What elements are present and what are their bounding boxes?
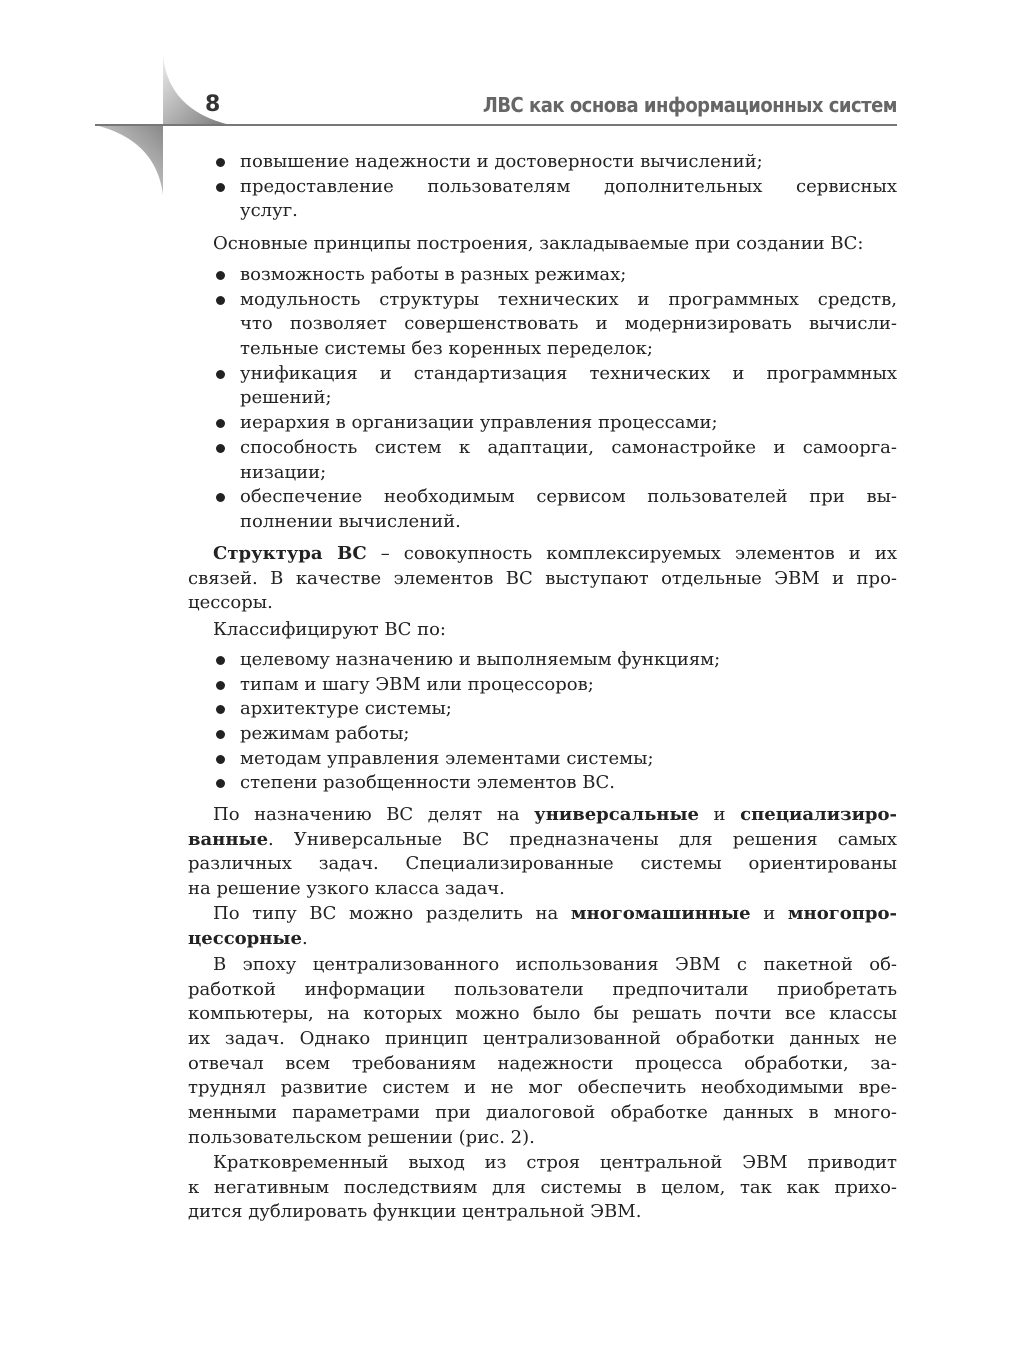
text-line (188, 648, 897, 673)
paragraph (188, 1151, 897, 1225)
text-line (188, 461, 897, 486)
list-item (188, 436, 897, 485)
bullet-icon (216, 681, 225, 690)
text-line (188, 828, 897, 853)
text-run: модульность структуры технических и программных средств, (240, 288, 897, 310)
paragraph (188, 902, 897, 951)
text-run: решений; (240, 387, 332, 409)
paragraph (188, 953, 897, 1151)
text-run: компьютеры, на которых можно было бы решать почти все классы (188, 1003, 897, 1025)
text-run: к негативным последствиям для системы в целом, так как прихо- (188, 1176, 897, 1198)
list-item (188, 648, 897, 673)
text-line (188, 1052, 897, 1077)
bullet-icon (216, 444, 225, 453)
text-run: менными параметрами при диалоговой обработке данных в много- (188, 1102, 897, 1124)
bold-term: многопро- (787, 903, 897, 924)
text-line (188, 542, 897, 567)
text-line (188, 263, 897, 288)
text-run: По типу ВС можно разделить на (213, 903, 571, 924)
text-run: методам управления элементами системы; (240, 747, 654, 769)
text-line (188, 1076, 897, 1101)
bullet-icon (216, 271, 225, 280)
text-run: . Универсальные ВС предназначены для решения самых (268, 828, 897, 850)
text-line (188, 312, 897, 337)
text-run: архитектуре системы; (240, 698, 452, 720)
bullet-list (188, 648, 897, 796)
text-run: работкой информации пользователи предпочитали приобретать (188, 978, 897, 1000)
text-line (188, 852, 897, 877)
bold-term: специализиро- (740, 804, 897, 825)
text-line (188, 953, 897, 978)
text-line (188, 1176, 897, 1201)
text-line (188, 1027, 897, 1052)
bold-term: цессорные (188, 927, 302, 949)
text-line (188, 199, 897, 224)
list-item (188, 722, 897, 747)
bullet-icon (216, 730, 225, 739)
text-line (188, 232, 897, 257)
bullet-icon (216, 370, 225, 379)
bold-term: многомашинные (570, 903, 751, 924)
text-run: Основные принципы построения, закладываемые при создании ВС: (213, 233, 864, 254)
bullet-icon (216, 755, 225, 764)
text-line (188, 510, 897, 535)
list-item (188, 747, 897, 772)
text-run: связей. В качестве элементов ВС выступают отдельные ЭВМ и про- (188, 567, 897, 589)
text-run: пользовательском решении (рис. 2). (188, 1126, 535, 1148)
text-run: полнении вычислений. (240, 510, 461, 532)
text-line (188, 1151, 897, 1176)
bullet-icon (216, 158, 225, 167)
bold-term: универсальные (534, 804, 699, 825)
text-line (188, 877, 897, 902)
text-run: тельные системы без коренных переделок; (240, 338, 653, 360)
bold-term: Структура ВС (213, 543, 367, 564)
text-run: . (301, 927, 308, 949)
text-line (188, 175, 897, 200)
text-run: их задач. Однако принцип централизованной обработки данных не (188, 1028, 897, 1050)
list-item (188, 263, 897, 288)
text-line (188, 1101, 897, 1126)
text-run: унификация и стандартизация технических и программных (240, 362, 897, 384)
text-line (188, 386, 897, 411)
bullet-icon (216, 656, 225, 665)
text-run: цессоры. (188, 592, 273, 614)
header-rule (95, 124, 897, 126)
text-run: Классифицируют ВС по: (213, 619, 446, 640)
text-line (188, 567, 897, 592)
text-line (188, 978, 897, 1003)
text-line (188, 362, 897, 387)
text-line (188, 697, 897, 722)
list-item (188, 771, 897, 796)
text-line (188, 722, 897, 747)
text-line (188, 591, 897, 616)
list-item (188, 411, 897, 436)
text-run: типам и шагу ЭВМ или процессоров; (240, 673, 594, 695)
list-item (188, 175, 897, 224)
text-run: различных задач. Специализированные системы ориентированы (188, 853, 897, 875)
bullet-icon (216, 183, 225, 192)
text-run: способность систем к адаптации, самонастройке и самоорга- (240, 436, 897, 458)
text-run: В эпоху централизованного использования ЭВМ с пакетной об- (213, 954, 897, 975)
text-run: отвечал всем требованиям надежности процесса обработки, за- (188, 1052, 897, 1074)
text-run: и (698, 804, 741, 825)
list-item (188, 485, 897, 534)
text-line (188, 337, 897, 362)
text-run: и (750, 903, 788, 924)
list-item (188, 673, 897, 698)
text-run: низации; (240, 461, 327, 483)
text-run: дится дублировать функции центральной ЭВМ. (188, 1201, 642, 1223)
text-run: труднял развитие систем и не мог обеспечить необходимыми вре- (188, 1077, 897, 1099)
running-title: ЛВС как основа информационных систем (482, 93, 897, 117)
text-run: степени разобщенности элементов ВС. (240, 772, 615, 794)
text-run: иерархия в организации управления процессами; (240, 412, 718, 434)
text-run: повышение надежности и достоверности вычислений; (240, 151, 763, 172)
page-number: 8 (205, 92, 221, 117)
text-run: Кратковременный выход из строя центральной ЭВМ приводит (213, 1152, 897, 1173)
text-line (188, 150, 897, 175)
text-run: – совокупность комплексируемых элементов и их (366, 543, 897, 564)
text-run: услуг. (240, 200, 298, 222)
text-line (188, 436, 897, 461)
bullet-list (188, 150, 897, 224)
text-run: на решение узкого класса задач. (188, 878, 505, 900)
text-line (188, 771, 897, 796)
text-line (188, 485, 897, 510)
list-item (188, 697, 897, 722)
list-item (188, 362, 897, 411)
text-line (188, 902, 897, 927)
list-item (188, 150, 897, 175)
bullet-icon (216, 296, 225, 305)
bullet-list (188, 263, 897, 535)
text-line (188, 1002, 897, 1027)
list-item (188, 288, 897, 362)
text-line (188, 1126, 897, 1151)
bold-term: ванные (188, 828, 269, 850)
text-line (188, 618, 897, 643)
text-run: обеспечение необходимым сервисом пользователей при вы- (240, 486, 897, 508)
text-run: предоставление пользователям дополнительных сервисных (240, 175, 897, 197)
text-run: режимам работы; (240, 723, 410, 745)
text-run: По назначению ВС делят на (213, 804, 535, 825)
text-line (188, 411, 897, 436)
paragraph (188, 618, 897, 643)
text-run: что позволяет совершенствовать и модернизировать вычисли- (240, 313, 897, 335)
text-run: возможность работы в разных режимах; (240, 264, 627, 285)
text-line (188, 1200, 897, 1225)
text-line (188, 288, 897, 313)
text-line (188, 927, 897, 952)
text-line (188, 803, 897, 828)
paragraph (188, 232, 897, 257)
paragraph (188, 803, 897, 902)
text-line (188, 747, 897, 772)
paragraph (188, 542, 897, 616)
text-run: целевому назначению и выполняемым функциям; (240, 649, 721, 670)
text-line (188, 673, 897, 698)
